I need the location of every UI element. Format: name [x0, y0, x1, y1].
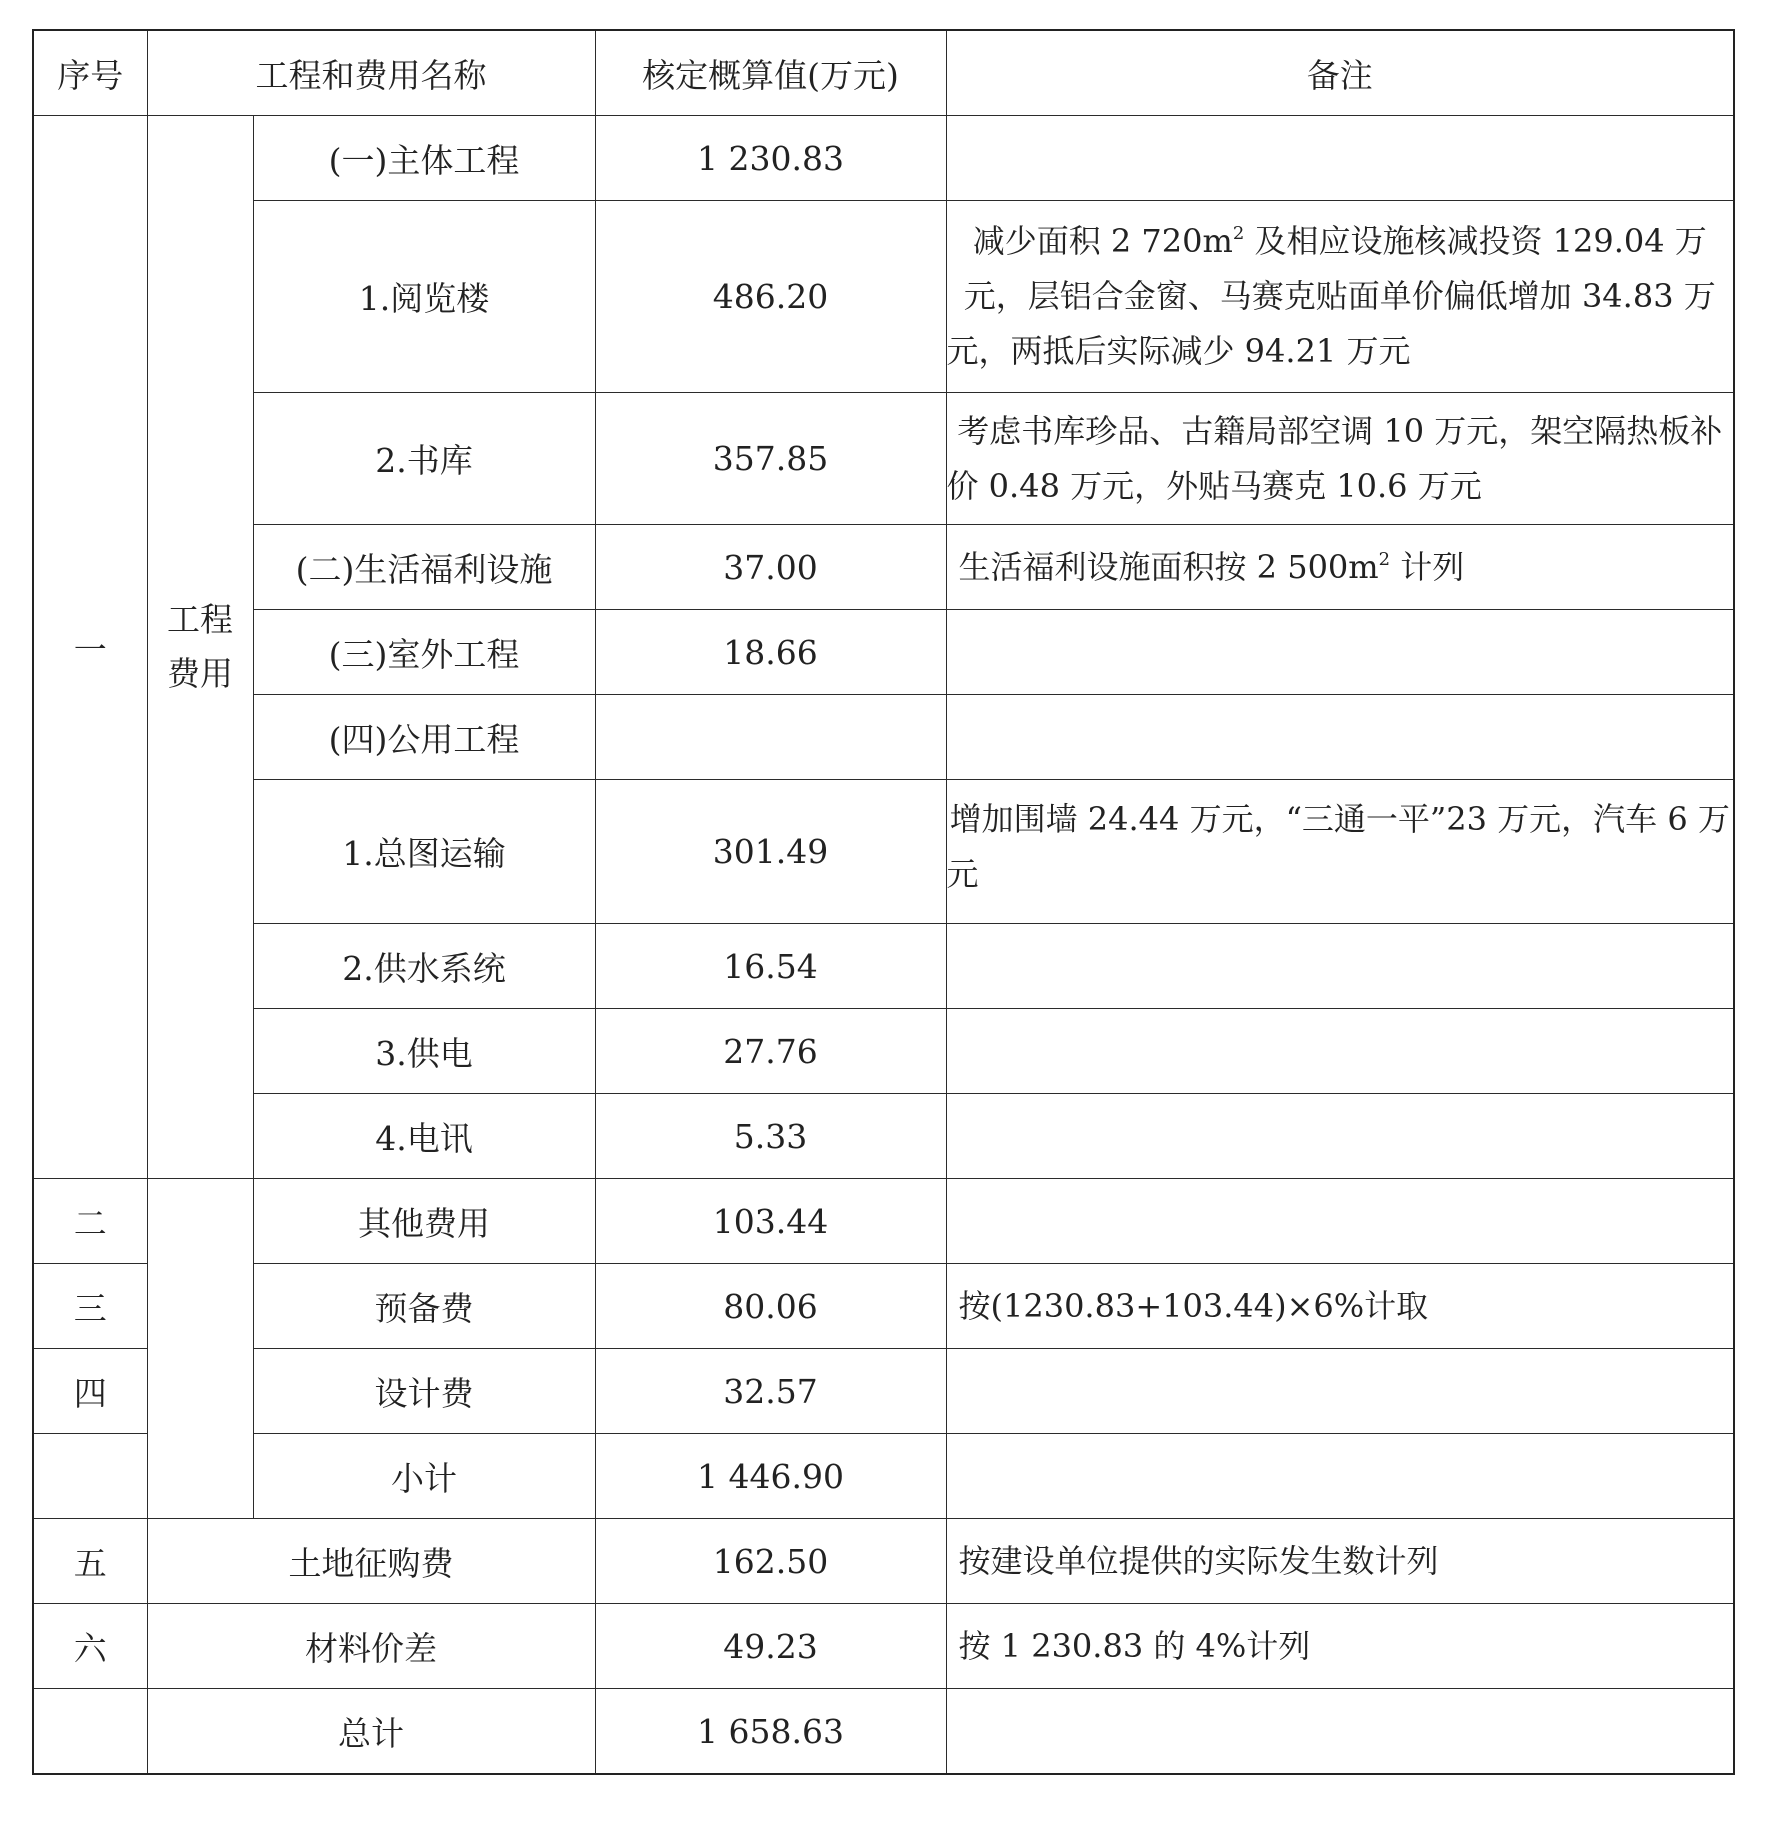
- note-text: 生活福利设施面积按 2 500m: [958, 547, 1379, 586]
- item-name: 1.阅览楼: [253, 201, 595, 393]
- item-name: 3.供电: [253, 1009, 595, 1094]
- item-note: 按 1 230.83 的 4%计列: [946, 1604, 1734, 1689]
- row-no: 三: [33, 1264, 147, 1349]
- table-row: [33, 393, 1734, 525]
- table-row: [33, 1179, 1734, 1264]
- item-note: 增加围墙 24.44 万元，“三通一平”23 万元，汽车 6 万元: [946, 780, 1734, 924]
- item-value: 162.50: [595, 1519, 946, 1604]
- item-name: 1.总图运输: [253, 780, 595, 924]
- note-superscript: 2: [1232, 223, 1245, 244]
- item-note: [946, 1434, 1734, 1519]
- item-value: 1 230.83: [595, 116, 946, 201]
- item-note: [946, 1009, 1734, 1094]
- item-name: (三)室外工程: [253, 610, 595, 695]
- item-note: [946, 610, 1734, 695]
- item-value: 301.49: [595, 780, 946, 924]
- item-name: 材料价差: [147, 1604, 595, 1689]
- item-value: 103.44: [595, 1179, 946, 1264]
- table-row: [33, 201, 1734, 393]
- item-value: 18.66: [595, 610, 946, 695]
- item-name: 小计: [253, 1434, 595, 1519]
- item-name: (一)主体工程: [253, 116, 595, 201]
- budget-estimate-table: [32, 29, 1735, 1775]
- note-superscript: 2: [1378, 548, 1391, 570]
- table-row: [33, 780, 1734, 924]
- category-line: 工程: [167, 600, 233, 639]
- item-name: 4.电讯: [253, 1094, 595, 1179]
- item-value: 37.00: [595, 525, 946, 610]
- item-note: [946, 695, 1734, 780]
- item-note: [946, 201, 1734, 393]
- header-no: 序号: [33, 30, 147, 116]
- table-row: [33, 610, 1734, 695]
- item-note: 按(1230.83+103.44)×6%计取: [946, 1264, 1734, 1349]
- item-name: 其他费用: [253, 1179, 595, 1264]
- item-note: [946, 1094, 1734, 1179]
- item-value: 486.20: [595, 201, 946, 393]
- item-note: [946, 525, 1734, 610]
- header-note: 备注: [946, 30, 1734, 116]
- total-row: [33, 1689, 1734, 1775]
- category-cell: [147, 116, 253, 1179]
- table-row: [33, 1264, 1734, 1349]
- item-value: 5.33: [595, 1094, 946, 1179]
- subtotal-row: [33, 1434, 1734, 1519]
- item-note: [946, 1179, 1734, 1264]
- table-row: [33, 1604, 1734, 1689]
- item-name: (二)生活福利设施: [253, 525, 595, 610]
- table-row: [33, 924, 1734, 1009]
- table-row: [33, 695, 1734, 780]
- row-no: [33, 1434, 147, 1519]
- item-note: [946, 1689, 1734, 1775]
- item-value: 49.23: [595, 1604, 946, 1689]
- item-value: 16.54: [595, 924, 946, 1009]
- category-line: 费用: [167, 654, 233, 693]
- item-value: 27.76: [595, 1009, 946, 1094]
- table-row: [33, 525, 1734, 610]
- item-name: (四)公用工程: [253, 695, 595, 780]
- item-name: 2.供水系统: [253, 924, 595, 1009]
- row-no: 五: [33, 1519, 147, 1604]
- row-no: 六: [33, 1604, 147, 1689]
- row-no: [33, 1689, 147, 1775]
- row-no: 四: [33, 1349, 147, 1434]
- item-value: 32.57: [595, 1349, 946, 1434]
- item-value: 1 658.63: [595, 1689, 946, 1775]
- note-text: 减少面积 2 720m: [972, 222, 1233, 260]
- item-value: 357.85: [595, 393, 946, 525]
- table-row: [33, 1009, 1734, 1094]
- header-name: 工程和费用名称: [147, 30, 595, 116]
- item-name: 总计: [147, 1689, 595, 1775]
- item-note: 按建设单位提供的实际发生数计列: [946, 1519, 1734, 1604]
- item-note: [946, 1349, 1734, 1434]
- note-text: 计列: [1390, 547, 1465, 586]
- item-name: 土地征购费: [147, 1519, 595, 1604]
- note-text: 及相应设施核减投资 129.04 万元，层铝合金窗、马赛克贴面单价偏低增加 34.83 万元，两抵后实际减少 94.21 万元: [946, 222, 1716, 370]
- empty-category-cell: [147, 1179, 253, 1519]
- item-name: 预备费: [253, 1264, 595, 1349]
- header-row: [33, 30, 1734, 116]
- table-row: [33, 116, 1734, 201]
- table-row: [33, 1349, 1734, 1434]
- item-note: [946, 924, 1734, 1009]
- row-no: 二: [33, 1179, 147, 1264]
- item-note: 考虑书库珍品、古籍局部空调 10 万元，架空隔热板补价 0.48 万元，外贴马赛克 10.6 万元: [946, 393, 1734, 525]
- item-note: [946, 116, 1734, 201]
- row-no: 一: [33, 116, 147, 1179]
- item-value: 80.06: [595, 1264, 946, 1349]
- table-row: [33, 1094, 1734, 1179]
- item-name: 设计费: [253, 1349, 595, 1434]
- item-name: 2.书库: [253, 393, 595, 525]
- header-value: 核定概算值(万元): [595, 30, 946, 116]
- item-value: [595, 695, 946, 780]
- table-row: [33, 1519, 1734, 1604]
- item-value: 1 446.90: [595, 1434, 946, 1519]
